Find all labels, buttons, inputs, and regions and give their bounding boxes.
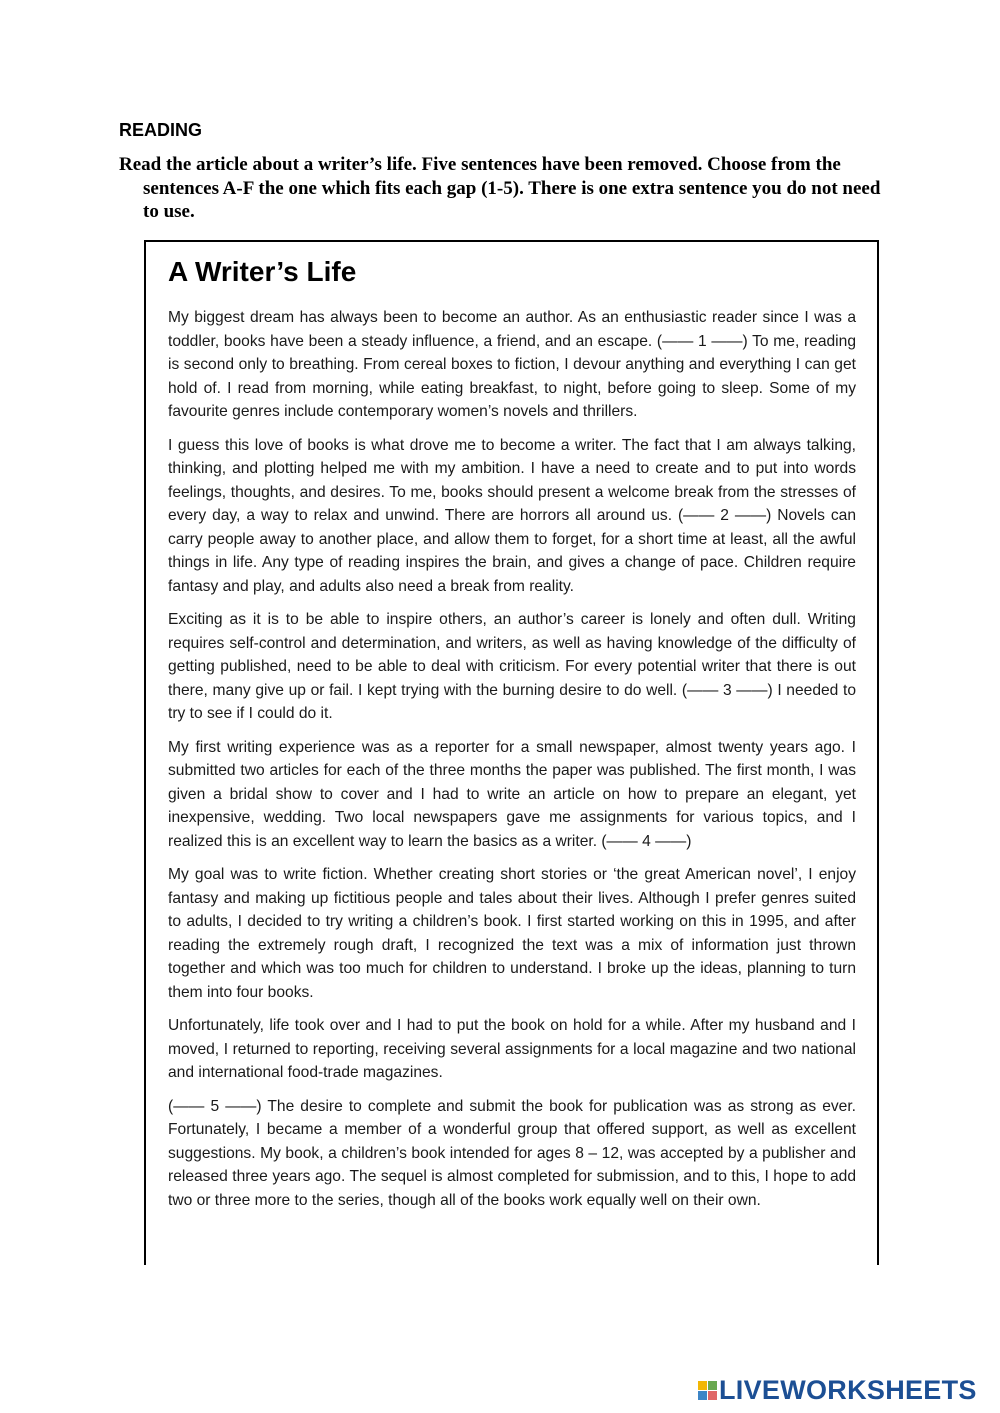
logo-tile (698, 1381, 707, 1390)
article-paragraph-1: My biggest dream has always been to become an author. As an enthusiastic reader since I was a toddler, books have been a steady influence, a friend, and an escape. (—— 1 ——) To me, reading is second only to breathing. From cereal boxes to fiction, I devour anything and everything I can get hold of. I read from morning, while eating breakfast, to night, before going to sleep. Some of my favourite genres include contemporary women’s novels and thrillers. (168, 309, 856, 420)
article-paragraph-5: My goal was to write fiction. Whether creating short stories or ‘the great American novel’, I enjoy fantasy and making up fictitious people and tales about their lives. Although I prefer genres suited to adults, I decided to try writing a children’s book. I first started working on this in 1995, and after reading the extremely rough draft, I recognized the text was a mix of information just thrown together and which was too much for children to understand. I broke up the ideas, planning to turn them into four books. (168, 866, 856, 1001)
instructions-text: Read the article about a writer’s life. Five sentences have been removed. Choose from the sentences A-F the one which fits each gap (1-5). There is one extra sentence you do not need to use. (119, 154, 881, 222)
article-title: A Writer’s Life (168, 256, 357, 287)
liveworksheets-logo (698, 1377, 977, 1404)
article-body (168, 306, 856, 1222)
logo-text: LIVEWORKSHEETS (719, 1375, 977, 1405)
article-paragraph-4: My first writing experience was as a reporter for a small newspaper, almost twenty years ago. I submitted two articles for each of the three months the paper was published. The first month, I was given a bridal show to cover and I had to write an article on how to prepare an elegant, yet inexpensive, wedding. Two local newspapers gave me assignments for various topics, and I realized this is an excellent way to learn the basics as a writer. (—— 4 ——) (168, 738, 856, 850)
logo-tile (708, 1381, 717, 1390)
article-box (144, 240, 879, 1265)
section-label: READING (119, 120, 203, 140)
article-paragraph-7: (—— 5 ——) The desire to complete and submit the book for publication was as strong as ever. Fortunately, I became a member of a wonderful group that offered support, as well as excellent suggestions. My book, a children’s book intended for ages 8 – 12, was accepted by a publisher and released three years ago. The sequel is almost completed for submission, and to this, I hope to add two or three more to the series, though all of the books work equally well on their own. (168, 1097, 856, 1209)
article-paragraph-3: Exciting as it is to be able to inspire others, an author’s career is lonely and often dull. Writing requires self-control and determination, and writers, as well as having knowledge of the difficulty of getting published, need to be able to deal with criticism. For every potential writer that there is out there, many give up or fail. I kept trying with the burning desire to do well. (—— 3 ——) I needed to try to see if I could do it. (168, 611, 856, 722)
logo-tile (698, 1391, 707, 1400)
liveworksheets-logo-icon (698, 1381, 717, 1400)
article-paragraph-2: I guess this love of books is what drove me to become a writer. The fact that I am always talking, thinking, and plotting helped me with my ambition. I have a need to create and to put into words feelings, thoughts, and desires. To me, books should present a welcome break from the stresses of every day, a way to relax and unwind. There are horrors all around us. (—— 2 ——) Novels can carry people away to another place, and allow them to forget, for a short time at least, all the awful things in life. Any type of reading inspires the brain, and gives a change of pace. Children require fantasy and play, and adults also need a break from reality. (168, 436, 856, 595)
article-paragraph-6: Unfortunately, life took over and I had to put the book on hold for a while. After my husband and I moved, I returned to reporting, receiving several assignments for a local magazine and two national and international food-trade magazines. (168, 1017, 856, 1081)
logo-tile (708, 1391, 717, 1400)
